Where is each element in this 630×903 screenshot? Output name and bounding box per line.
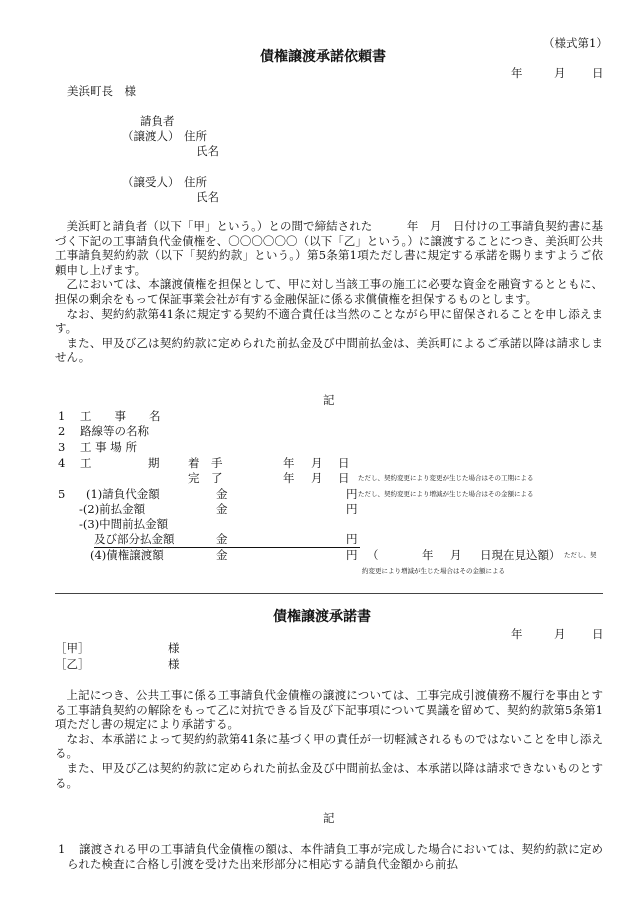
assignee-label: （譲受人） [122,175,180,189]
party-a-sama: 様 [168,641,180,655]
paren-open: （ [367,548,379,562]
consent-paragraph: 上記につき、公共工事に係る工事請負代金債権の譲渡については、工事完成引渡債務不履行を事由とする工事請負契約の解除をもって乙に対抗できる旨及び下記事項について異議を留めて、契約約款第5条第1項ただし書の規定により承諾する。 [55,688,603,732]
date-day: 日 [592,627,604,641]
period-end-day: 日 [338,471,350,485]
asof-label: 日現在見込額） [480,548,561,562]
item-label-location: 工 事 場 所 [80,440,137,454]
amount-assignment-label: (4)債権譲渡額 [90,548,164,562]
amount-interim-label: -(3)中間前払金額 [79,517,169,531]
period-end-month: 月 [311,471,323,485]
addressee: 美浜町長 様 [67,84,136,98]
item-label-period: 工 [80,456,92,470]
item-label-period: 期 [148,456,160,470]
kin-label: 金 [216,548,228,562]
assignee-address-label: 住所 [184,175,207,189]
amount-advance-label: -(2)前払金額 [79,502,146,516]
kin-label: 金 [216,487,228,501]
yen-label: 円 [346,548,358,562]
amount-note: ただし、契約変更により増減が生じた場合はその金額による [358,490,534,498]
condition-text: 譲渡される甲の工事請負代金債権の額は、本件請負工事が完成した場合においては、契約約款に定められた検査に合格し引渡を受けた出来形部分に相応する請負代金額から前払 [67,842,603,871]
consent-body [55,688,603,790]
kin-label: 金 [216,532,228,546]
kin-label: 金 [216,502,228,516]
request-paragraph: なお、契約約款第41条に規定する契約不適合責任は当然のことながら甲に留保されることを申し添えます。 [55,306,603,336]
period-start-year: 年 [283,456,295,470]
date-month: 月 [554,66,566,80]
party-b-label: ［乙］ [55,657,90,671]
period-note: ただし、契約変更により変更が生じた場合はその工期による [358,474,534,482]
item-number: 5 [58,487,66,501]
assignment-note: ただし、契 [564,551,597,559]
item-number: 3 [58,440,66,454]
date-month: 月 [554,627,566,641]
assignor-label: （譲渡人） [122,129,180,143]
yen-label: 円 [346,532,358,546]
period-start-month: 月 [311,456,323,470]
request-paragraph: また、甲及び乙は契約約款に定められた前払金及び中間前払金は、美浜町によるご承諾以降は請求しません。 [55,335,603,365]
item-label-route-name: 路線等の名称 [80,424,149,438]
contractor-label: 請負者 [140,114,175,128]
form-number: （様式第1） [543,36,608,50]
item-label-project-name: 工 事 名 [80,409,161,423]
consent-paragraph: なお、本承諾によって契約約款第41条に基づく甲の責任が一切軽減されるものではないことを申し添える。 [55,731,603,761]
assignee-name-label: 氏名 [196,190,219,204]
item-number: 4 [58,456,66,470]
amount-partial-row [94,532,360,548]
consent-paragraph: また、甲及び乙は契約約款に定められた前払金及び中間前払金は、本承諾以降は請求できないものとする。 [55,760,603,790]
consent-title: 債権譲渡承諾書 [273,609,371,625]
date-year: 年 [511,66,523,80]
request-paragraph: 美浜町と請負者（以下「甲」という。）との間で締結された 年 月 日付けの工事請負契約書に基づく下記の工事請負代金債権を、〇〇〇〇〇〇（以下「乙」という。）に譲渡することにつき、美浜町公共工事請負契約約款（以下「契約約款」という。）第5条第1項ただし書に規定する承諾を賜りますようご依頼申し上げます。 [55,219,603,277]
period-start-day: 日 [338,456,350,470]
asof-year: 年 [422,548,434,562]
item-number: 2 [58,424,66,438]
asof-month: 月 [450,548,462,562]
assignor-address-label: 住所 [184,129,207,143]
party-b-sama: 様 [168,657,180,671]
period-end-year: 年 [283,471,295,485]
period-start-label: 着 手 [188,456,223,470]
request-title: 債権譲渡承諾依頼書 [260,49,386,65]
divider [55,593,603,594]
yen-label: 円 [346,487,358,501]
ki-heading: 記 [323,811,335,825]
request-paragraph: 乙においては、本譲渡債権を担保として、甲に対し当該工事の施工に必要な資金を融資するとともに、担保の剰余をもって保証事業会社が有する金融保証に係る求償債権を担保するものとします。 [55,277,603,306]
item-number: 1 [58,409,66,423]
date-day: 日 [592,66,604,80]
date-year: 年 [511,627,523,641]
amount-partial-label: 及び部分払金額 [94,532,175,546]
yen-label: 円 [346,502,358,516]
assignor-name-label: 氏名 [196,144,219,158]
party-a-label: ［甲］ [55,641,90,655]
request-body [55,219,603,365]
condition-number: 1 [58,842,66,856]
assignment-note-cont: 約変更により増減が生じた場合はその金額による [362,567,505,575]
period-end-label: 完 了 [188,471,223,485]
amount-contract-label: (1)請負代金額 [86,487,160,501]
ki-heading: 記 [323,393,335,407]
